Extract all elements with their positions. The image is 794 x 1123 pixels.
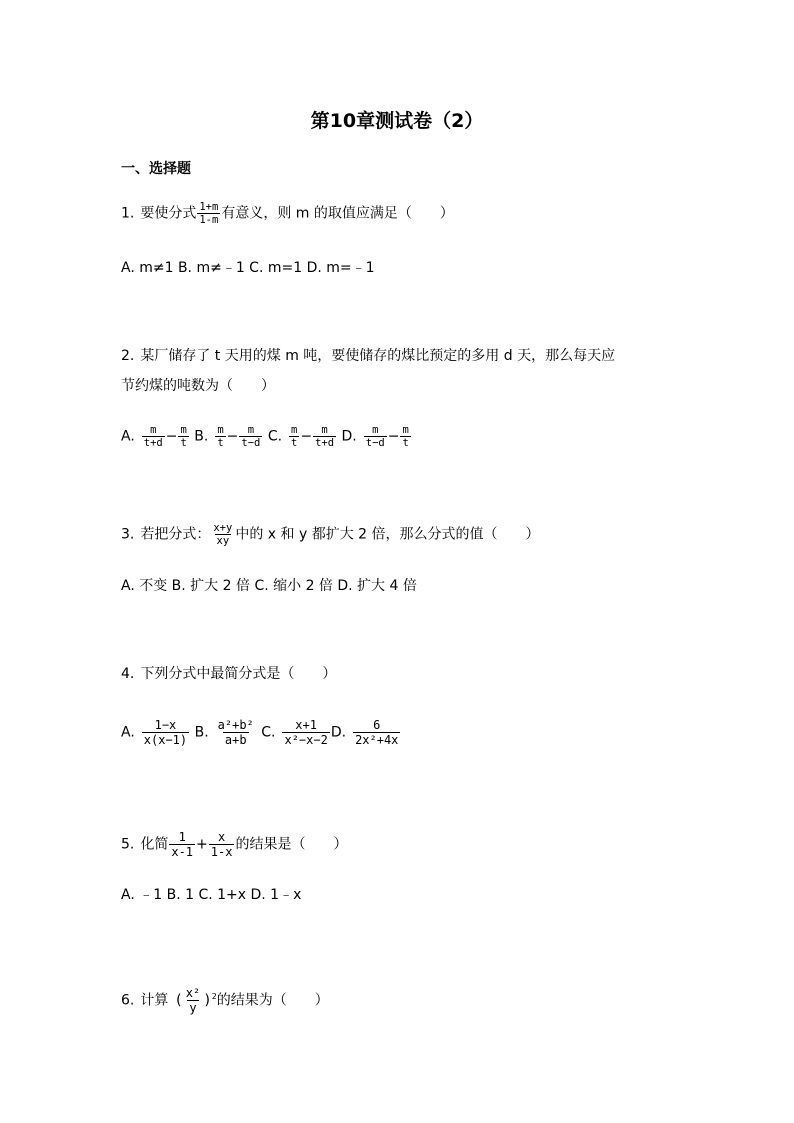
denominator: t+d <box>143 437 163 449</box>
question-text: 计算 <box>140 992 169 1009</box>
denominator: t <box>217 437 224 449</box>
denominator: xy <box>216 535 230 547</box>
question-text: 的结果为（ ） <box>216 992 329 1009</box>
question-number: 3. <box>121 526 135 543</box>
question-number: 2. <box>121 348 135 364</box>
denominator: y <box>189 1001 197 1015</box>
numerator: m <box>291 424 298 436</box>
denominator: x-1 <box>171 845 194 859</box>
question-text: 的结果是（ ） <box>235 836 348 853</box>
question-2 <box>121 346 615 366</box>
numerator: m <box>321 424 328 436</box>
denominator: t+d <box>315 437 335 449</box>
numerator: m <box>150 424 157 436</box>
question-6 <box>121 986 329 1015</box>
minus-sign: − <box>226 428 239 445</box>
question-text: 要使分式 <box>140 205 197 222</box>
minus-sign: − <box>165 428 178 445</box>
question-3-options: A. 不变 B. 扩大 2 倍 C. 缩小 2 倍 D. 扩大 4 倍 <box>121 578 417 594</box>
question-text: 若把分式： <box>140 526 211 543</box>
fraction <box>282 718 329 747</box>
section-heading: 一、选择题 <box>121 161 191 177</box>
fraction <box>142 718 189 747</box>
option-label: D. <box>330 724 347 741</box>
question-text: 化简 <box>140 836 169 853</box>
denominator: t <box>402 437 409 449</box>
minus-sign: − <box>300 428 313 445</box>
option-label: D. <box>341 428 357 445</box>
fraction <box>209 830 235 859</box>
question-1 <box>121 201 454 226</box>
numerator: 1+m <box>199 201 219 213</box>
denominator: t−d <box>365 437 385 449</box>
option-label: C. <box>267 428 283 445</box>
question-text: 某厂储存了 t 天用的煤 m 吨，要使储存的煤比预定的多用 d 天，那么每天应 <box>140 348 616 364</box>
question-number: 6. <box>121 992 135 1009</box>
numerator: m <box>247 424 255 436</box>
fraction <box>215 424 225 449</box>
numerator: x <box>218 830 226 844</box>
question-5 <box>121 830 347 859</box>
fraction <box>142 424 165 449</box>
numerator: x+y <box>213 522 233 534</box>
fraction <box>400 424 410 449</box>
question-5-options: A. ﹣1 B. 1 C. 1+x D. 1﹣x <box>121 887 302 903</box>
question-number: 5. <box>121 836 135 853</box>
denominator: 1-x <box>210 845 233 859</box>
question-4 <box>121 664 336 684</box>
numerator: 1 <box>178 830 186 844</box>
question-number: 1. <box>121 205 135 222</box>
option-label: B. <box>194 724 209 741</box>
fraction <box>364 424 387 449</box>
option-label: A. <box>121 724 135 741</box>
question-3 <box>121 522 540 547</box>
option-label: B. <box>194 428 209 445</box>
denominator: t−d <box>241 437 261 449</box>
denominator: t <box>180 437 187 449</box>
numerator: m <box>180 424 187 436</box>
fraction <box>197 201 220 226</box>
numerator: m <box>372 424 379 436</box>
numerator: 6 <box>373 718 381 732</box>
page-title: 第10章测试卷（2） <box>310 110 484 132</box>
question-1-options: A. m≠1 B. m≠﹣1 C. m=1 D. m=﹣1 <box>121 260 375 276</box>
denominator: a+b <box>224 733 247 747</box>
fraction <box>353 718 400 747</box>
fraction <box>178 424 188 449</box>
question-number: 4. <box>121 666 135 682</box>
close-paren: ) <box>203 992 212 1009</box>
denominator: 1-m <box>199 214 219 226</box>
fraction <box>289 424 299 449</box>
question-4-options <box>121 718 401 747</box>
exponent: 2 <box>211 991 217 1001</box>
numerator: m <box>217 424 224 436</box>
fraction <box>216 718 256 747</box>
minus-sign: − <box>387 428 400 445</box>
numerator: m <box>402 424 409 436</box>
denominator: x²−x−2 <box>284 733 328 747</box>
numerator: 1−x <box>154 718 177 732</box>
fraction <box>184 986 202 1015</box>
denominator: 2x²+4x <box>355 733 399 747</box>
fraction <box>169 830 195 859</box>
question-2-options <box>121 424 412 449</box>
question-text: 有意义，则 m 的取值应满足（ ） <box>221 205 454 222</box>
question-text: 下列分式中最简分式是（ ） <box>140 666 337 682</box>
question-text: 中的 x 和 y 都扩大 2 倍，那么分式的值（ ） <box>235 526 540 543</box>
plus-sign: + <box>196 836 208 853</box>
denominator: t <box>291 437 298 449</box>
fraction <box>313 424 336 449</box>
option-label: C. <box>261 724 276 741</box>
denominator: x(x−1) <box>143 733 188 747</box>
option-label: A. <box>121 428 135 445</box>
numerator: x² <box>185 986 201 1000</box>
fraction <box>239 424 262 449</box>
question-2-continued: 节约煤的吨数为（ ） <box>121 378 275 394</box>
open-paren: ( <box>174 992 183 1009</box>
numerator: a²+b² <box>217 718 254 732</box>
numerator: x+1 <box>295 718 317 732</box>
fraction <box>211 522 234 547</box>
